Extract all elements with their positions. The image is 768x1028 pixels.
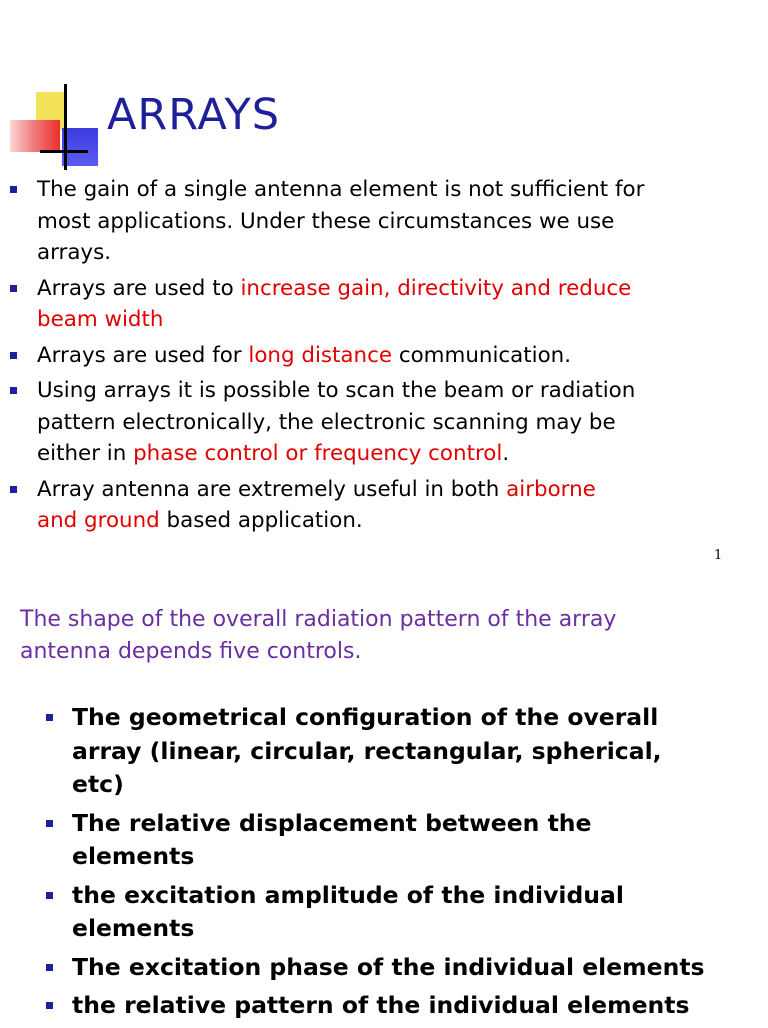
highlight-text: and ground: [37, 508, 160, 533]
slide-logo: [0, 0, 110, 175]
highlight-text: long distance: [248, 342, 393, 368]
control-text: array (linear, circular, rectangular, spherical,: [72, 736, 662, 765]
bullet-square-icon: [46, 820, 53, 827]
control-text: the excitation amplitude of the individual: [72, 880, 624, 909]
highlight-text: increase gain, directivity and reduce: [240, 275, 632, 301]
bullet-square-icon: [46, 892, 53, 899]
array-facts-list: [10, 174, 762, 541]
bullet-item: [10, 375, 762, 470]
control-text: the relative pattern of the individual elements: [72, 991, 690, 1019]
control-text: elements: [72, 914, 195, 942]
highlight-text: beam width: [37, 307, 164, 332]
bullet-item: [10, 340, 762, 372]
bullet-text: Arrays are used for: [37, 342, 249, 368]
logo-vertical-line: [64, 84, 67, 170]
bullet-text: Using arrays it is possible to scan the beam or radiation: [37, 378, 636, 403]
bullet-text: most applications. Under these circumstances we use: [37, 208, 615, 234]
bullet-square-icon: [10, 486, 17, 493]
bullet-text: arrays.: [37, 240, 112, 265]
slide-title: ARRAYS: [107, 90, 281, 140]
intro-line: antenna depends five controls.: [20, 639, 362, 664]
control-item: [46, 879, 758, 946]
bullet-text: The gain of a single antenna element is not sufficient for: [37, 177, 645, 202]
control-text: elements: [72, 842, 195, 870]
bullet-text: Arrays are used to: [37, 275, 241, 301]
bullet-square-icon: [10, 352, 17, 359]
bullet-square-icon: [10, 387, 17, 394]
bullet-text: communication.: [392, 342, 572, 368]
bullet-square-icon: [46, 1002, 53, 1009]
controls-intro: [20, 604, 750, 668]
bullet-text: based application.: [159, 508, 363, 533]
bullet-square-icon: [10, 285, 17, 292]
control-text: etc): [72, 770, 124, 798]
bullet-text: .: [502, 441, 510, 466]
control-item: [46, 701, 758, 802]
intro-line: The shape of the overall radiation pattern of the array: [20, 607, 617, 632]
control-text: The excitation phase of the individual elements: [72, 952, 705, 981]
page-number: 1: [714, 548, 723, 563]
control-item: [46, 951, 758, 985]
bullet-item: [10, 174, 762, 269]
bullet-square-icon: [10, 186, 17, 193]
logo-red-bar: [10, 120, 60, 152]
bullet-item: [10, 474, 762, 537]
highlight-text: phase control or frequency control: [133, 441, 503, 466]
control-item: [46, 989, 758, 1023]
logo-horizontal-line: [40, 150, 88, 153]
controls-list: [46, 701, 758, 1028]
bullet-text: either in: [37, 441, 134, 466]
logo-blue-square: [62, 128, 98, 166]
control-item: [46, 807, 758, 874]
highlight-text: airborne: [506, 476, 596, 502]
control-text: The relative displacement between the: [72, 808, 592, 837]
bullet-square-icon: [46, 964, 53, 971]
bullet-square-icon: [46, 714, 53, 721]
control-text: The geometrical configuration of the overall: [72, 703, 659, 731]
bullet-text: Array antenna are extremely useful in both: [37, 476, 507, 502]
bullet-item: [10, 273, 762, 336]
bullet-text: pattern electronically, the electronic scanning may be: [37, 409, 616, 435]
